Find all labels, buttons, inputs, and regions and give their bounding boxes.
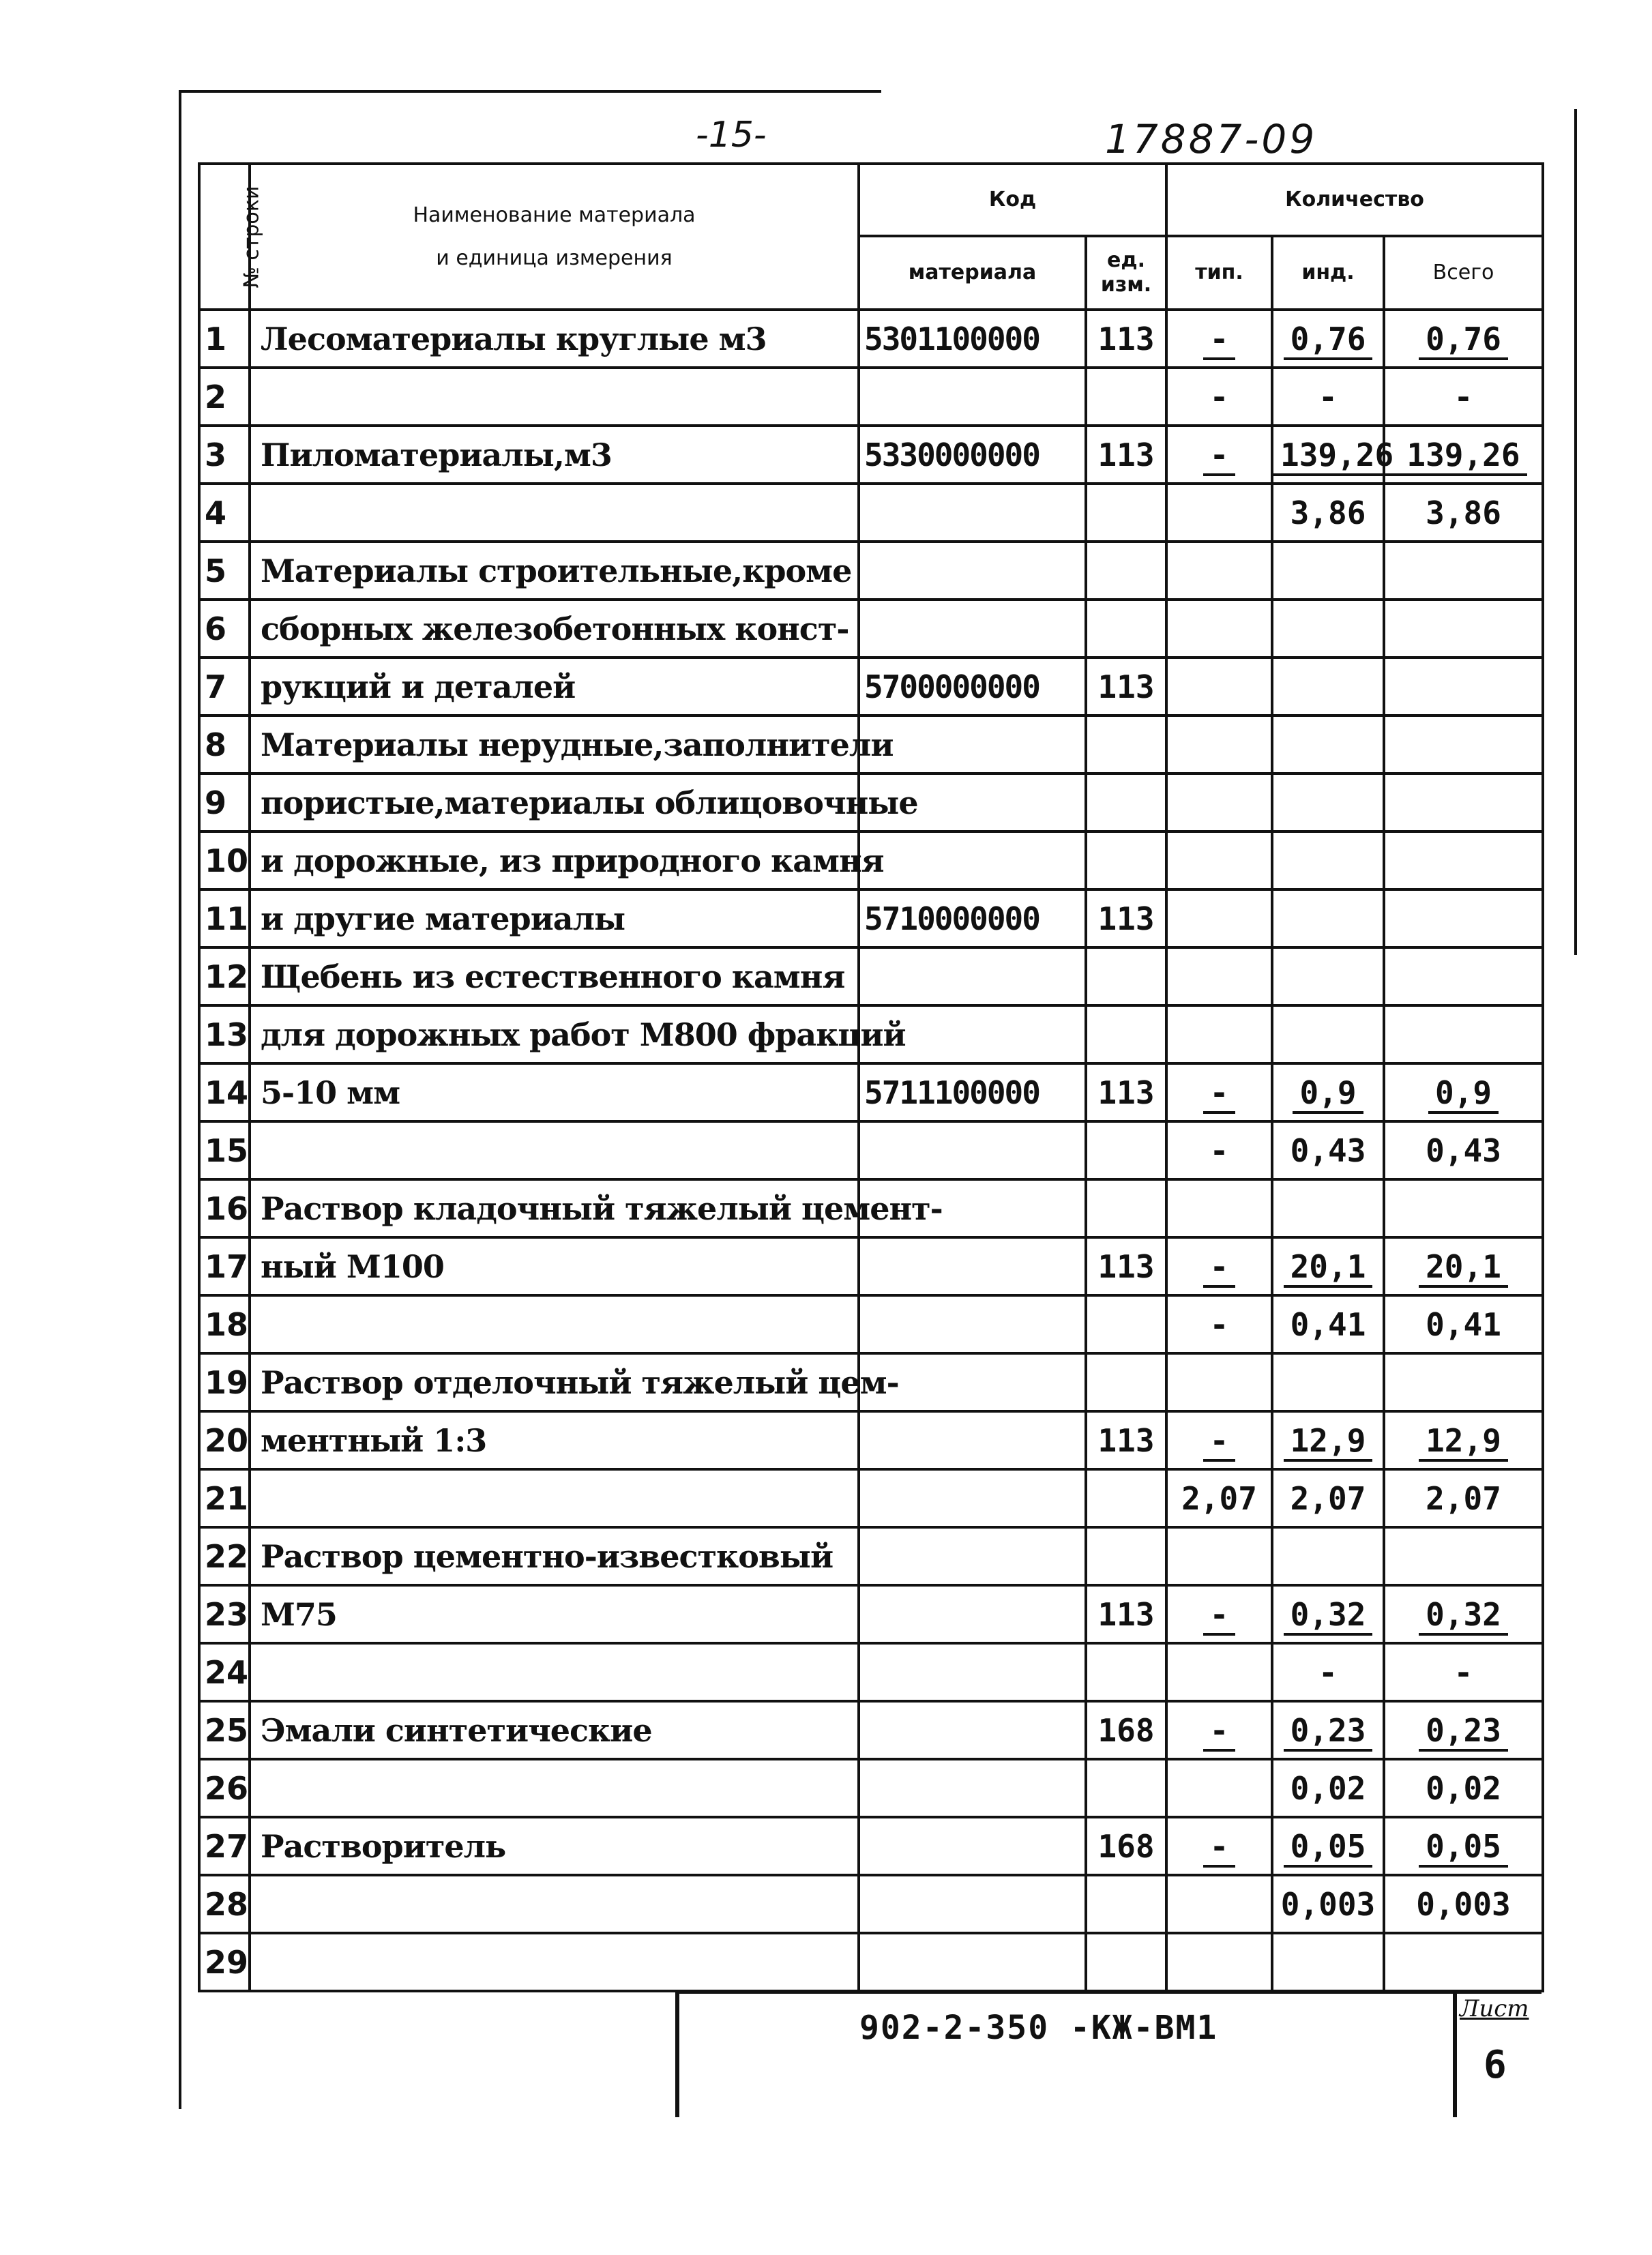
material-code-cell <box>859 368 1086 426</box>
row-number-cell: 25 <box>199 1701 250 1759</box>
row-number-cell: 12 <box>199 947 250 1005</box>
qty-total-cell: 0,23 <box>1384 1701 1543 1759</box>
row-number-cell: 23 <box>199 1585 250 1643</box>
material-code-cell: 5301100000 <box>859 310 1086 368</box>
qty-total-cell: 0,32 <box>1384 1585 1543 1643</box>
material-code-cell <box>859 1875 1086 1933</box>
unit-code-cell: 113 <box>1086 1063 1166 1121</box>
unit-code-cell <box>1086 542 1166 600</box>
row-number-cell: 21 <box>199 1469 250 1527</box>
qty-total-cell <box>1384 947 1543 1005</box>
header-material-name: Наименование материала и единица измерения <box>250 164 859 310</box>
material-code-cell <box>859 1643 1086 1701</box>
qty-typ-cell <box>1166 1353 1272 1411</box>
row-number-cell: 3 <box>199 426 250 484</box>
material-name-cell: Лесоматериалы круглые м3 <box>250 310 859 368</box>
qty-typ-cell <box>1166 716 1272 773</box>
qty-ind-cell: 0,02 <box>1272 1759 1384 1817</box>
material-name-cell: Щебень из естественного камня <box>250 947 859 1005</box>
material-name-cell <box>250 1875 859 1933</box>
qty-total-cell: 0,05 <box>1384 1817 1543 1875</box>
unit-code-cell <box>1086 1005 1166 1063</box>
table-row <box>199 889 1543 947</box>
row-number-cell: 8 <box>199 716 250 773</box>
header-row-number: № строки <box>199 164 250 310</box>
qty-total-cell <box>1384 600 1543 658</box>
qty-ind-cell <box>1272 658 1384 716</box>
qty-typ-cell <box>1166 1759 1272 1817</box>
table-row <box>199 947 1543 1005</box>
qty-total-cell <box>1384 1179 1543 1237</box>
qty-ind-cell <box>1272 889 1384 947</box>
qty-total-cell <box>1384 831 1543 889</box>
qty-total-cell <box>1384 658 1543 716</box>
qty-typ-cell: - <box>1166 1817 1272 1875</box>
qty-total-cell: 0,41 <box>1384 1295 1543 1353</box>
table-row <box>199 1933 1543 1991</box>
header-code: Код <box>859 164 1166 236</box>
row-number-cell: 24 <box>199 1643 250 1701</box>
qty-ind-cell: 0,43 <box>1272 1121 1384 1179</box>
unit-code-cell <box>1086 1875 1166 1933</box>
material-name-cell: и другие материалы <box>250 889 859 947</box>
qty-typ-cell <box>1166 1527 1272 1585</box>
row-number-cell: 15 <box>199 1121 250 1179</box>
qty-typ-cell: - <box>1166 1701 1272 1759</box>
materials-table <box>198 162 1544 1992</box>
qty-ind-cell: 20,1 <box>1272 1237 1384 1295</box>
unit-code-cell <box>1086 1179 1166 1237</box>
page-number: -15- <box>696 115 767 156</box>
table-row <box>199 1701 1543 1759</box>
qty-ind-cell: 0,9 <box>1272 1063 1384 1121</box>
qty-typ-cell: - <box>1166 1585 1272 1643</box>
qty-typ-cell <box>1166 1643 1272 1701</box>
row-number-cell: 1 <box>199 310 250 368</box>
material-code-cell: 5710000000 <box>859 889 1086 947</box>
material-name-cell: Эмали синтетические <box>250 1701 859 1759</box>
unit-code-cell <box>1086 1527 1166 1585</box>
table-row <box>199 658 1543 716</box>
table-row <box>199 1179 1543 1237</box>
qty-total-cell <box>1384 773 1543 831</box>
qty-ind-cell: 139,26 <box>1272 426 1384 484</box>
material-name-cell <box>250 1121 859 1179</box>
material-name-cell: Материалы нерудные,заполнители <box>250 716 859 773</box>
header-qty-ind: инд. <box>1272 236 1384 310</box>
qty-total-cell: 139,26 <box>1384 426 1543 484</box>
table-row <box>199 484 1543 542</box>
qty-ind-cell <box>1272 1005 1384 1063</box>
material-name-cell: ный М100 <box>250 1237 859 1295</box>
row-number-cell: 17 <box>199 1237 250 1295</box>
qty-typ-cell <box>1166 1179 1272 1237</box>
material-name-cell <box>250 1933 859 1991</box>
row-number-cell: 6 <box>199 600 250 658</box>
qty-total-cell <box>1384 542 1543 600</box>
header-unit: ед. изм. <box>1086 236 1166 310</box>
qty-ind-cell <box>1272 1933 1384 1991</box>
unit-code-cell <box>1086 368 1166 426</box>
material-name-cell: М75 <box>250 1585 859 1643</box>
header-qty-typ: тип. <box>1166 236 1272 310</box>
qty-typ-cell: - <box>1166 1411 1272 1469</box>
table-row <box>199 1469 1543 1527</box>
table-row <box>199 716 1543 773</box>
unit-code-cell: 113 <box>1086 426 1166 484</box>
qty-typ-cell: - <box>1166 426 1272 484</box>
qty-ind-cell <box>1272 773 1384 831</box>
qty-typ-cell: - <box>1166 368 1272 426</box>
unit-code-cell <box>1086 773 1166 831</box>
table-row <box>199 600 1543 658</box>
table-row <box>199 1353 1543 1411</box>
row-number-cell: 9 <box>199 773 250 831</box>
unit-code-cell: 113 <box>1086 1585 1166 1643</box>
qty-ind-cell: - <box>1272 368 1384 426</box>
unit-code-cell <box>1086 1469 1166 1527</box>
qty-typ-cell <box>1166 1875 1272 1933</box>
row-number-cell: 22 <box>199 1527 250 1585</box>
table-row <box>199 1643 1543 1701</box>
material-code-cell <box>859 1527 1086 1585</box>
qty-ind-cell: 2,07 <box>1272 1469 1384 1527</box>
table-row <box>199 773 1543 831</box>
qty-total-cell: 3,86 <box>1384 484 1543 542</box>
material-code-cell: 5711100000 <box>859 1063 1086 1121</box>
qty-ind-cell: 0,41 <box>1272 1295 1384 1353</box>
material-name-cell: пористые,материалы облицовочные <box>250 773 859 831</box>
material-code-cell <box>859 1411 1086 1469</box>
qty-ind-cell: - <box>1272 1643 1384 1701</box>
qty-typ-cell <box>1166 600 1272 658</box>
qty-ind-cell <box>1272 1353 1384 1411</box>
qty-total-cell: - <box>1384 1643 1543 1701</box>
row-number-cell: 2 <box>199 368 250 426</box>
material-code-cell <box>859 1759 1086 1817</box>
material-name-cell: ментный 1:3 <box>250 1411 859 1469</box>
qty-ind-cell: 0,23 <box>1272 1701 1384 1759</box>
material-code-cell: 5700000000 <box>859 658 1086 716</box>
qty-total-cell: 2,07 <box>1384 1469 1543 1527</box>
unit-code-cell: 113 <box>1086 310 1166 368</box>
qty-typ-cell <box>1166 889 1272 947</box>
material-name-cell <box>250 484 859 542</box>
qty-typ-cell <box>1166 658 1272 716</box>
row-number-cell: 26 <box>199 1759 250 1817</box>
row-number-cell: 10 <box>199 831 250 889</box>
material-name-cell <box>250 1295 859 1353</box>
qty-total-cell <box>1384 1527 1543 1585</box>
material-code-cell <box>859 1585 1086 1643</box>
top-border-mark <box>179 90 881 93</box>
material-code-cell <box>859 1121 1086 1179</box>
qty-typ-cell <box>1166 542 1272 600</box>
table-row <box>199 1585 1543 1643</box>
row-number-cell: 11 <box>199 889 250 947</box>
qty-typ-cell: 2,07 <box>1166 1469 1272 1527</box>
material-name-cell: для дорожных работ М800 фракций <box>250 1005 859 1063</box>
title-block-code: 902-2-350 -КЖ-ВМ1 <box>859 2009 1218 2047</box>
unit-code-cell <box>1086 831 1166 889</box>
table-row <box>199 1759 1543 1817</box>
qty-total-cell: 0,003 <box>1384 1875 1543 1933</box>
table-row <box>199 1875 1543 1933</box>
row-number-cell: 14 <box>199 1063 250 1121</box>
row-number-cell: 16 <box>199 1179 250 1237</box>
qty-ind-cell <box>1272 600 1384 658</box>
qty-ind-cell: 0,05 <box>1272 1817 1384 1875</box>
material-name-cell: и дорожные, из природного камня <box>250 831 859 889</box>
qty-ind-cell: 12,9 <box>1272 1411 1384 1469</box>
qty-total-cell: 0,9 <box>1384 1063 1543 1121</box>
unit-code-cell <box>1086 1643 1166 1701</box>
unit-code-cell: 113 <box>1086 1237 1166 1295</box>
material-name-cell <box>250 1469 859 1527</box>
material-code-cell <box>859 1469 1086 1527</box>
table-row <box>199 368 1543 426</box>
material-name-cell: Пиломатериалы,м3 <box>250 426 859 484</box>
unit-code-cell: 113 <box>1086 658 1166 716</box>
table-row <box>199 1121 1543 1179</box>
qty-typ-cell: - <box>1166 1295 1272 1353</box>
material-code-cell <box>859 1701 1086 1759</box>
qty-ind-cell <box>1272 1527 1384 1585</box>
table-row <box>199 426 1543 484</box>
qty-ind-cell <box>1272 716 1384 773</box>
row-number-cell: 4 <box>199 484 250 542</box>
unit-code-cell <box>1086 716 1166 773</box>
header-quantity: Количество <box>1166 164 1543 236</box>
unit-code-cell <box>1086 484 1166 542</box>
material-code-cell <box>859 1817 1086 1875</box>
table-row <box>199 831 1543 889</box>
qty-total-cell <box>1384 716 1543 773</box>
material-code-cell <box>859 600 1086 658</box>
qty-typ-cell: - <box>1166 1121 1272 1179</box>
qty-typ-cell <box>1166 831 1272 889</box>
qty-ind-cell: 0,76 <box>1272 310 1384 368</box>
material-name-cell: 5-10 мм <box>250 1063 859 1121</box>
qty-total-cell <box>1384 1353 1543 1411</box>
qty-ind-cell <box>1272 947 1384 1005</box>
qty-typ-cell <box>1166 484 1272 542</box>
sheet-label: Лист <box>1460 1995 1529 2022</box>
qty-total-cell <box>1384 1933 1543 1991</box>
material-name-cell <box>250 1643 859 1701</box>
qty-total-cell: 12,9 <box>1384 1411 1543 1469</box>
unit-code-cell: 113 <box>1086 1411 1166 1469</box>
material-name-cell: сборных железобетонных конст- <box>250 600 859 658</box>
right-border-mark <box>1574 109 1577 955</box>
table-row <box>199 542 1543 600</box>
unit-code-cell <box>1086 1295 1166 1353</box>
qty-typ-cell: - <box>1166 1063 1272 1121</box>
material-name-cell: Материалы строительные,кроме <box>250 542 859 600</box>
unit-code-cell <box>1086 1121 1166 1179</box>
qty-ind-cell <box>1272 542 1384 600</box>
qty-ind-cell: 0,003 <box>1272 1875 1384 1933</box>
unit-code-cell: 168 <box>1086 1701 1166 1759</box>
document-number: 17887-09 <box>1105 116 1318 162</box>
qty-typ-cell <box>1166 1933 1272 1991</box>
row-number-cell: 7 <box>199 658 250 716</box>
table-row <box>199 310 1543 368</box>
material-code-cell: 5330000000 <box>859 426 1086 484</box>
qty-typ-cell <box>1166 947 1272 1005</box>
unit-code-cell: 168 <box>1086 1817 1166 1875</box>
sheet-number: 6 <box>1484 2043 1507 2087</box>
material-name-cell <box>250 368 859 426</box>
row-number-cell: 28 <box>199 1875 250 1933</box>
unit-code-cell <box>1086 600 1166 658</box>
table-row <box>199 1527 1543 1585</box>
material-code-cell <box>859 1237 1086 1295</box>
material-name-cell <box>250 1759 859 1817</box>
material-name-cell: рукций и деталей <box>250 658 859 716</box>
qty-typ-cell: - <box>1166 1237 1272 1295</box>
qty-total-cell: 0,02 <box>1384 1759 1543 1817</box>
qty-total-cell <box>1384 889 1543 947</box>
table-row <box>199 1005 1543 1063</box>
header-qty-total: Всего <box>1384 236 1543 310</box>
row-number-cell: 5 <box>199 542 250 600</box>
material-code-cell <box>859 831 1086 889</box>
qty-total-cell <box>1384 1005 1543 1063</box>
table-row <box>199 1817 1543 1875</box>
unit-code-cell <box>1086 947 1166 1005</box>
material-name-cell: Раствор кладочный тяжелый цемент- <box>250 1179 859 1237</box>
header-code-material: материала <box>859 236 1086 310</box>
unit-code-cell: 113 <box>1086 889 1166 947</box>
row-number-cell: 13 <box>199 1005 250 1063</box>
unit-code-cell <box>1086 1353 1166 1411</box>
table-row <box>199 1063 1543 1121</box>
unit-code-cell <box>1086 1933 1166 1991</box>
row-number-cell: 29 <box>199 1933 250 1991</box>
qty-total-cell: 20,1 <box>1384 1237 1543 1295</box>
material-name-cell: Раствор отделочный тяжелый цем- <box>250 1353 859 1411</box>
qty-ind-cell <box>1272 831 1384 889</box>
table-row <box>199 1295 1543 1353</box>
material-code-cell <box>859 542 1086 600</box>
qty-ind-cell <box>1272 1179 1384 1237</box>
material-name-cell: Растворитель <box>250 1817 859 1875</box>
unit-code-cell <box>1086 1759 1166 1817</box>
material-code-cell <box>859 947 1086 1005</box>
material-code-cell <box>859 1933 1086 1991</box>
material-name-cell: Раствор цементно-известковый <box>250 1527 859 1585</box>
row-number-cell: 27 <box>199 1817 250 1875</box>
qty-typ-cell: - <box>1166 310 1272 368</box>
qty-ind-cell: 0,32 <box>1272 1585 1384 1643</box>
row-number-cell: 20 <box>199 1411 250 1469</box>
qty-typ-cell <box>1166 1005 1272 1063</box>
table-row <box>199 1237 1543 1295</box>
row-number-cell: 19 <box>199 1353 250 1411</box>
qty-total-cell: 0,43 <box>1384 1121 1543 1179</box>
qty-total-cell: - <box>1384 368 1543 426</box>
material-code-cell <box>859 1295 1086 1353</box>
qty-ind-cell: 3,86 <box>1272 484 1384 542</box>
qty-typ-cell <box>1166 773 1272 831</box>
row-number-cell: 18 <box>199 1295 250 1353</box>
material-code-cell <box>859 484 1086 542</box>
qty-total-cell: 0,76 <box>1384 310 1543 368</box>
left-border-mark <box>179 90 181 2109</box>
table-row <box>199 1411 1543 1469</box>
